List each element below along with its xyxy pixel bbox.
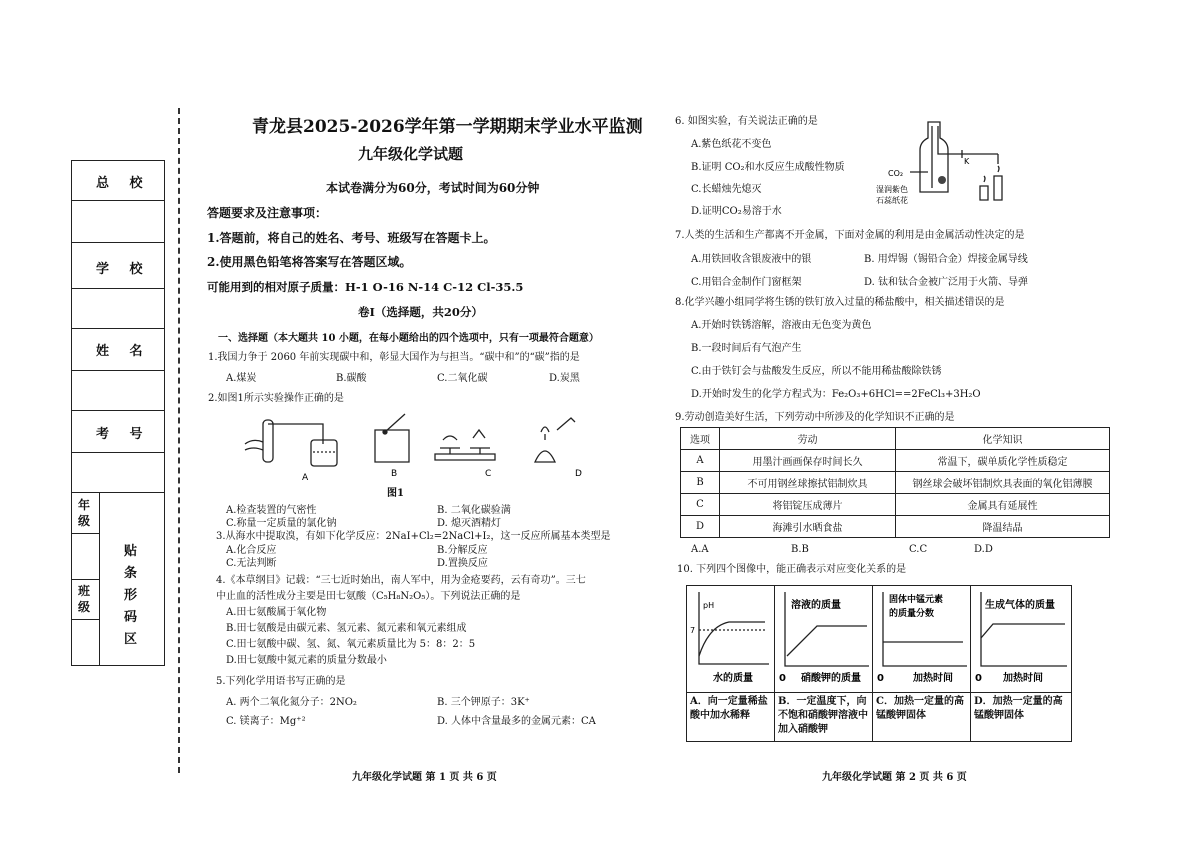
graph-b-origin: 0 — [779, 673, 786, 684]
fig-label-d: D — [575, 469, 582, 479]
q10-graph-b — [774, 585, 874, 742]
graph-c-ylabel-1: 固体中锰元素 — [889, 595, 944, 605]
q9-option-c: C.C — [909, 544, 928, 555]
q4-option-c: C.田七氨酸中碳、氢、氮、氧元素质量比为 5：8：2：5 — [226, 639, 476, 650]
cell: 金属具有延展性 — [896, 494, 1110, 516]
q3-stem: 3.从海水中提取溴，有如下化学反应：2NaI+Cl₂=2NaCl+I₂，这一反应所属基本类型是 — [216, 531, 611, 542]
cell: 常温下，碳单质化学性质稳定 — [896, 450, 1110, 472]
q4-stem-line1: 4.《本草纲目》记载：“三七近时始出，南人军中，用为金疮要药，云有奇功”。三七 — [216, 575, 586, 586]
label-name: 姓 名 — [96, 344, 151, 359]
graph-b-xlabel: 硝酸钾的质量 — [801, 673, 861, 684]
binding-line — [178, 108, 180, 773]
graph-a-xlabel: 水的质量 — [713, 673, 753, 684]
q2-option-b: B. 二氧化碳验满 — [437, 505, 511, 516]
q6-apparatus-figure — [870, 116, 1020, 206]
q1-option-a: A.煤炭 — [226, 373, 257, 384]
graph-c-origin: 0 — [877, 673, 884, 684]
footer-page-2: 九年级化学试题 第 2 页 共 6 页 — [822, 772, 967, 783]
q8-option-c: C.由于铁钉会与盐酸发生反应，所以不能用稀盐酸除铁锈 — [691, 366, 942, 377]
graph-c-caption: C．加热一定量的高锰酸钾固体 — [873, 692, 971, 725]
student-info-table — [71, 160, 165, 666]
q5-option-b: B. 三个钾原子：3K⁺ — [437, 697, 530, 708]
q8-option-d: D.开始时发生的化学方程式为：Fe₂O₃+6HCl==2FeCl₃+3H₂O — [691, 389, 981, 400]
flower-paper-icon — [938, 176, 946, 184]
cell: 钢丝球会破坏铝制炊具表面的氧化铝薄膜 — [896, 472, 1110, 494]
table-row — [681, 450, 1110, 472]
q3-option-a: A.化合反应 — [226, 545, 277, 556]
q10-graph-c — [872, 585, 972, 742]
cell: D — [681, 516, 720, 538]
fig-paper-label-1: 湿润紫色 — [876, 185, 908, 194]
label-grade: 年级 — [78, 498, 91, 528]
col-header-knowledge: 化学知识 — [896, 428, 1110, 450]
q4-option-b: B.田七氨酸是由碳元素、氢元素、氮元素和氧元素组成 — [226, 623, 467, 634]
q3-option-d: D.置换反应 — [437, 558, 488, 569]
cell: 将铝锭压成薄片 — [720, 494, 896, 516]
q2-option-d: D. 熄灭酒精灯 — [437, 518, 502, 529]
graph-a-caption: A．向一定量稀盐酸中加水稀释 — [687, 692, 775, 725]
q6-option-c: C.长蜡烛先熄灭 — [691, 184, 762, 195]
exam-subtitle: 九年级化学试题 — [358, 145, 464, 163]
q6-option-d: D.证明CO₂易溶于水 — [691, 206, 782, 217]
fig-b-co2-check — [375, 414, 409, 462]
barcode-area-label: 贴条形码区 — [124, 544, 138, 647]
graph-c-ylabel-2: 的质量分数 — [889, 609, 935, 619]
q3-option-b: B.分解反应 — [437, 545, 488, 556]
cell: 用墨汁画画保存时间长久 — [720, 450, 896, 472]
atomic-masses: 可能用到的相对原子质量：H-1 O-16 N-14 C-12 Cl-35.5 — [207, 280, 524, 294]
cell: 不可用钢丝球擦拭铝制炊具 — [720, 472, 896, 494]
q4-stem-line2: 中止血的活性成分主要是田七氨酸（C₅H₈N₂O₅）。下列说法正确的是 — [216, 591, 521, 602]
figure-1-lab-operations — [235, 410, 595, 482]
cell: C — [681, 494, 720, 516]
q5-stem: 5.下列化学用语书写正确的是 — [216, 676, 346, 687]
fig-c-balance — [435, 430, 495, 460]
q10-stem: 10. 下列四个图像中，能正确表示对应变化关系的是 — [677, 564, 907, 575]
q7-option-b: B. 用焊锡（锡铅合金）焊接金属导线 — [864, 254, 1028, 265]
q3-option-c: C.无法判断 — [226, 558, 277, 569]
cell: 海滩引水晒食盐 — [720, 516, 896, 538]
table-header-row — [681, 428, 1110, 450]
fig-label-c: C — [485, 469, 492, 479]
cell: A — [681, 450, 720, 472]
fig-paper-label-2: 石蕊纸花 — [876, 196, 908, 205]
table-row — [681, 494, 1110, 516]
tall-candle-icon — [994, 166, 1002, 200]
fig-k-label: K — [964, 157, 970, 166]
q2-stem: 2.如图1所示实验操作正确的是 — [208, 393, 344, 404]
q1-option-c: C.二氧化碳 — [437, 373, 488, 384]
q9-option-b: B.B — [791, 544, 809, 555]
q10-graph-d — [970, 585, 1072, 742]
q8-stem: 8.化学兴趣小组同学将生锈的铁钉放入过量的稀盐酸中，相关描述错误的是 — [675, 297, 1005, 308]
graph-d-ylabel: 生成气体的质量 — [985, 600, 1055, 611]
volume-heading: 卷I（选择题，共20分） — [358, 305, 483, 319]
graph-d-origin: 0 — [975, 673, 982, 684]
label-school: 学 校 — [96, 262, 151, 277]
fig-label-b: B — [391, 469, 398, 479]
q5-option-d: D. 人体中含量最多的金属元素：CA — [437, 716, 596, 727]
graph-b-caption: B．一定温度下，向不饱和硝酸钾溶液中加入硝酸钾 — [775, 692, 873, 739]
q6-stem: 6. 如图实验，有关说法正确的是 — [675, 116, 818, 127]
q1-option-d: D.炭黑 — [549, 373, 580, 384]
notes-title: 答题要求及注意事项： — [207, 206, 328, 220]
q9-stem: 9.劳动创造美好生活，下列劳动中所涉及的化学知识不正确的是 — [675, 412, 955, 423]
fig-co2-label: CO₂ — [888, 169, 904, 178]
label-exam-no: 考 号 — [96, 427, 151, 442]
q4-option-d: D.田七氨酸中氮元素的质量分数最小 — [226, 655, 387, 666]
q7-option-a: A.用铁回收含银废液中的银 — [691, 254, 812, 265]
figure-1-caption: 图1 — [387, 488, 404, 499]
q1-stem: 1.我国力争于 2060 年前实现碳中和，彰显大国作为与担当。“碳中和”的“碳”指的是 — [208, 352, 580, 363]
exam-title: 青龙县2025-2026学年第一学期期末学业水平监测 — [252, 117, 643, 137]
q9-table — [680, 427, 1110, 538]
q8-option-b: B.一段时间后有气泡产生 — [691, 343, 802, 354]
q6-option-a: A.紫色纸花不变色 — [691, 139, 772, 150]
table-row — [681, 516, 1110, 538]
graph-b-ylabel: 溶液的质量 — [791, 600, 841, 611]
graph-d-caption: D．加热一定量的高锰酸钾固体 — [971, 692, 1071, 725]
graph-a-ylabel: pH — [703, 601, 715, 610]
q7-stem: 7.人类的生活和生产都离不开金属，下面对金属的利用是由金属活动性决定的是 — [675, 230, 1025, 241]
q2-option-a: A.检查装置的气密性 — [226, 505, 317, 516]
note-2: 2.使用黑色铅笔将答案写在答题区域。 — [207, 255, 412, 269]
q7-option-d: D. 钛和钛合金被广泛用于火箭、导弹 — [864, 277, 1029, 288]
q8-option-a: A.开始时铁锈溶解，溶液由无色变为黄色 — [691, 320, 872, 331]
q10-graph-a — [686, 585, 776, 742]
graph-a-seven: 7 — [690, 626, 696, 635]
table-row — [681, 472, 1110, 494]
exam-info: 本试卷满分为60分，考试时间为60分钟 — [326, 181, 540, 195]
label-campus: 总 校 — [96, 176, 151, 191]
q9-option-a: A.A — [691, 544, 709, 555]
graph-c-xlabel: 加热时间 — [913, 673, 953, 684]
q6-option-b: B.证明 CO₂和水反应生成酸性物质 — [691, 162, 845, 173]
q2-option-c: C.称量一定质量的氯化钠 — [226, 518, 337, 529]
cell: B — [681, 472, 720, 494]
note-1: 1.答题前，将自己的姓名、考号、班级写在答题卡上。 — [207, 231, 496, 245]
col-header-option: 选项 — [681, 428, 720, 450]
q1-option-b: B.碳酸 — [336, 373, 367, 384]
q5-option-c: C. 镁离子：Mg⁺² — [226, 716, 306, 727]
fig-d-alcohol-lamp — [535, 418, 575, 462]
short-candle-icon — [980, 176, 988, 200]
q7-option-c: C.用铝合金制作门窗框架 — [691, 277, 802, 288]
label-class: 班级 — [78, 584, 91, 614]
col-header-labor: 劳动 — [720, 428, 896, 450]
section-heading: 一、选择题（本大题共 10 小题，在每小题给出的四个选项中，只有一项最符合题意） — [218, 333, 599, 344]
footer-page-1: 九年级化学试题 第 1 页 共 6 页 — [352, 772, 497, 783]
fig-label-a: A — [302, 473, 309, 482]
q4-option-a: A.田七氨酸属于氧化物 — [226, 607, 327, 618]
q9-option-d: D.D — [974, 544, 993, 555]
cell: 降温结晶 — [896, 516, 1110, 538]
q5-option-a: A. 两个二氧化氮分子：2NO₂ — [226, 697, 357, 708]
graph-d-xlabel: 加热时间 — [1003, 673, 1043, 684]
fig-a-airtightness-apparatus — [245, 420, 337, 466]
